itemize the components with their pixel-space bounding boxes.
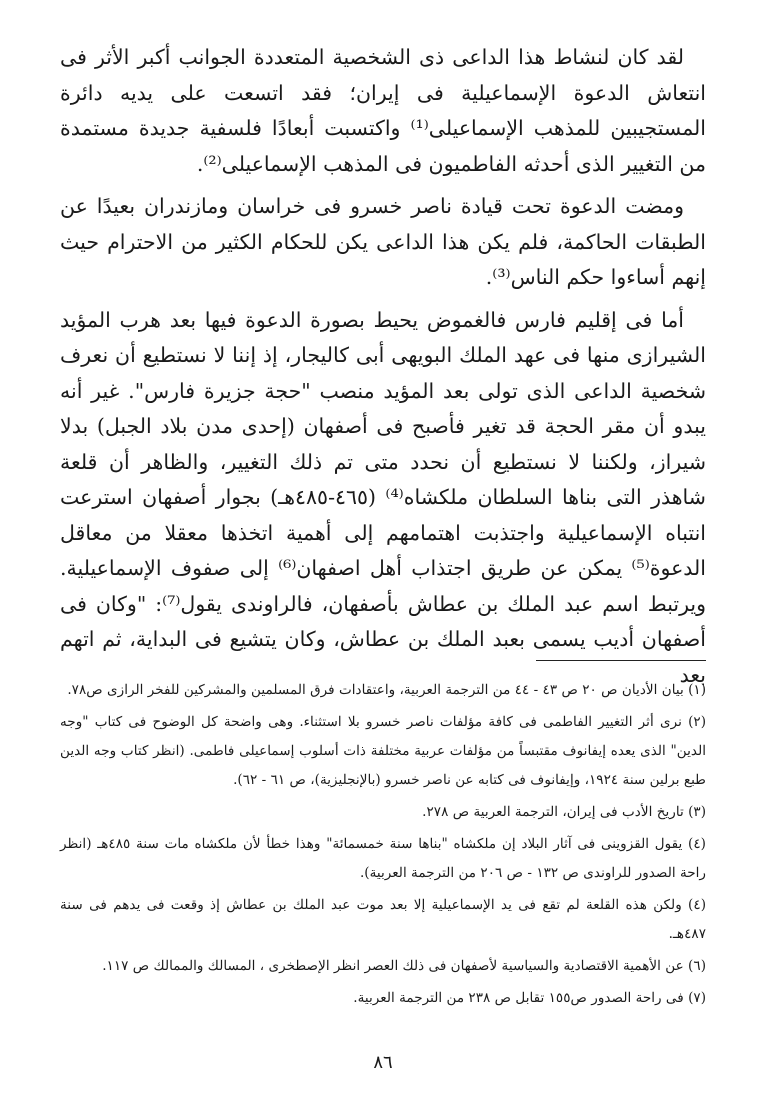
footnote-7: (٧) فى راحة الصدور ص١٥٥ تقابل ص ٢٣٨ من الترجمة العربية. bbox=[353, 990, 706, 1006]
footnote-1: (١) بيان الأديان ص ٢٠ ص ٤٣ - ٤٤ من الترجمة العربية، واعتقادات فرق المسلمين والمشركين للفخر الرازى ص٧٨. bbox=[67, 682, 706, 698]
footnote-5: (٤) ولكن هذه القلعة لم تقع فى يد الإسماعيلية إلا بعد موت عبد الملك بن عطاش إذ وقعت فى يدهم فى سنة ٤٨٧هـ. bbox=[60, 897, 706, 942]
page-number: ٨٦ bbox=[373, 1052, 393, 1073]
footnotes bbox=[60, 676, 706, 1016]
footnote-6: (٦) عن الأهمية الاقتصادية والسياسية لأصفهان فى ذلك العصر انظر الإصطخرى ، المسالك والممالك ص ١١٧. bbox=[102, 958, 706, 974]
book-page bbox=[60, 40, 706, 1080]
paragraph-1: لقد كان لنشاط هذا الداعى ذى الشخصية المتعددة الجوانب أكبر الأثر فى انتعاش الدعوة الإسماعيلية فى إيران؛ فقد اتسعت على يديه دائرة المستجيبين للمذهب الإسماعيلى⁽¹⁾ واكتسبت أبعادًا فلسفية جديدة مستمدة من التغيير الذى أحدثه الفاطميون فى المذهب الإسماعيلى⁽²⁾. bbox=[60, 45, 706, 176]
footnote-separator bbox=[536, 660, 706, 661]
paragraph-3: أما فى إقليم فارس فالغموض يحيط بصورة الدعوة فيها بعد هرب المؤيد الشيرازى منها فى عهد الملك البويهى أبى كاليجار، إذ إننا لا نستطيع أن نعرف شخصية الداعى الذى تولى بعد المؤيد منصب "حجة جزيرة فارس". غير أنه يبدو أن مقر الحجة قد تغير فأصبح فى أصفهان (إحدى مدن بلاد الجبل) بدلا شيراز، ولكننا لا نستطيع أن نحدد متى تم ذلك التغيير، والظاهر أن قلعة شاهذر التى بناها السلطان ملكشاه⁽⁴⁾ (٤٦٥-٤٨٥هـ) بجوار أصفهان استرعت انتباه الإسماعيلية واجتذبت اهتمامهم إلى أهمية اتخذها معقلا من معاقل الدعوة⁽⁵⁾ يمكن عن طريق اجتذاب أهل اصفهان⁽⁶⁾ إلى صفوف الإسماعيلية. ويرتبط اسم عبد الملك بن عطاش بأصفهان، فالراوندى يقول⁽⁷⁾: "وكان فى أصفهان أديب يسمى بعبد الملك بن عطاش، وكان يتشيع فى البداية، ثم اتهم بعد bbox=[60, 307, 707, 687]
main-text bbox=[60, 40, 706, 693]
paragraph-2: ومضت الدعوة تحت قيادة ناصر خسرو فى خراسان ومازندران بعيدًا عن الطبقات الحاكمة، فلم يكن هذا الداعى يكن للحكام الكثير من الاحترام حيث إنهم أساءوا حكم الناس⁽³⁾. bbox=[60, 194, 706, 289]
footnote-4: (٤) يقول القزوينى فى آثار البلاد إن ملكشاه "بناها سنة خمسمائة" وهذا خطأ لأن ملكشاه مات سنة ٤٨٥هـ (انظر راحة الصدور للراوندى ص ١٣٢ - ص ٢٠٦ من الترجمة العربية). bbox=[60, 836, 706, 881]
footnote-3: (٣) تاريخ الأدب فى إيران، الترجمة العربية ص ٢٧٨. bbox=[422, 804, 706, 820]
footnote-2: (٢) نرى أثر التغيير الفاطمى فى كافة مؤلفات ناصر خسرو بلا استثناء. وهى واضحة كل الوضوح فى كتاب "وجه الدين" الذى يعده إيفانوف مقتبساً من مؤلفات عربية مختلفة ذات أسلوب إسماعيلى فاطمى. (انظر كتاب وجه الدين طبع برلين سنة ١٩٢٤، وإيفانوف فى كتابه عن ناصر خسرو (بالإنجليزية)، ص ٦١ - ٦٢). bbox=[60, 714, 706, 788]
